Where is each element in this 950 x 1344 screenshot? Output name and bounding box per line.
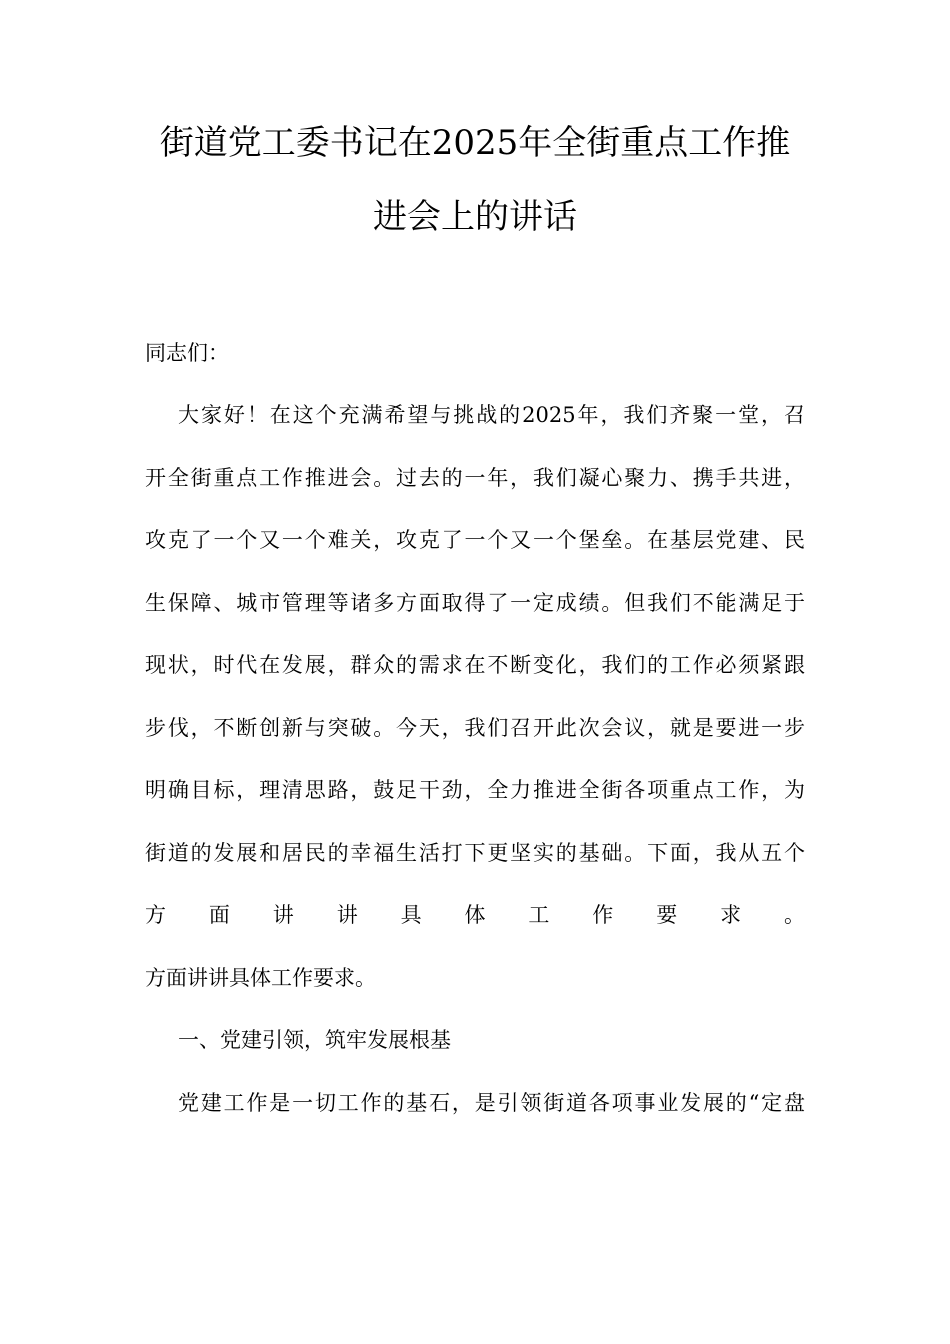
salutation: 同志们：	[145, 341, 229, 365]
paragraph-line: 街道的发展和居民的幸福生活打下更坚实的基础。下面，我从五个	[145, 841, 805, 865]
paragraph-line: 开全街重点工作推进会。过去的一年，我们凝心聚力、携手共进，	[145, 466, 805, 490]
section-heading: 一、党建引领，筑牢发展根基	[178, 1028, 451, 1052]
paragraph-line: 大家好！在这个充满希望与挑战的2025年，我们齐聚一堂，召	[178, 403, 805, 427]
paragraph-line: 步伐，不断创新与突破。今天，我们召开此次会议，就是要进一步	[145, 716, 805, 740]
paragraph-line: 方面讲讲具体工作要求。	[145, 903, 805, 927]
document-title-line-1: 街道党工委书记在2025年全街重点工作推	[159, 123, 791, 163]
paragraph-line: 明确目标，理清思路，鼓足干劲，全力推进全街各项重点工作，为	[145, 778, 805, 802]
document-title-line-2: 进会上的讲话	[373, 197, 577, 237]
paragraph-line: 党建工作是一切工作的基石，是引领街道各项事业发展的“定盘	[178, 1091, 805, 1115]
paragraph-line: 方面讲讲具体工作要求。	[145, 966, 376, 990]
paragraph-line: 生保障、城市管理等诸多方面取得了一定成绩。但我们不能满足于	[145, 591, 805, 615]
paragraph-line: 攻克了一个又一个难关，攻克了一个又一个堡垒。在基层党建、民	[145, 528, 805, 552]
paragraph-line: 现状，时代在发展，群众的需求在不断变化，我们的工作必须紧跟	[145, 653, 805, 677]
